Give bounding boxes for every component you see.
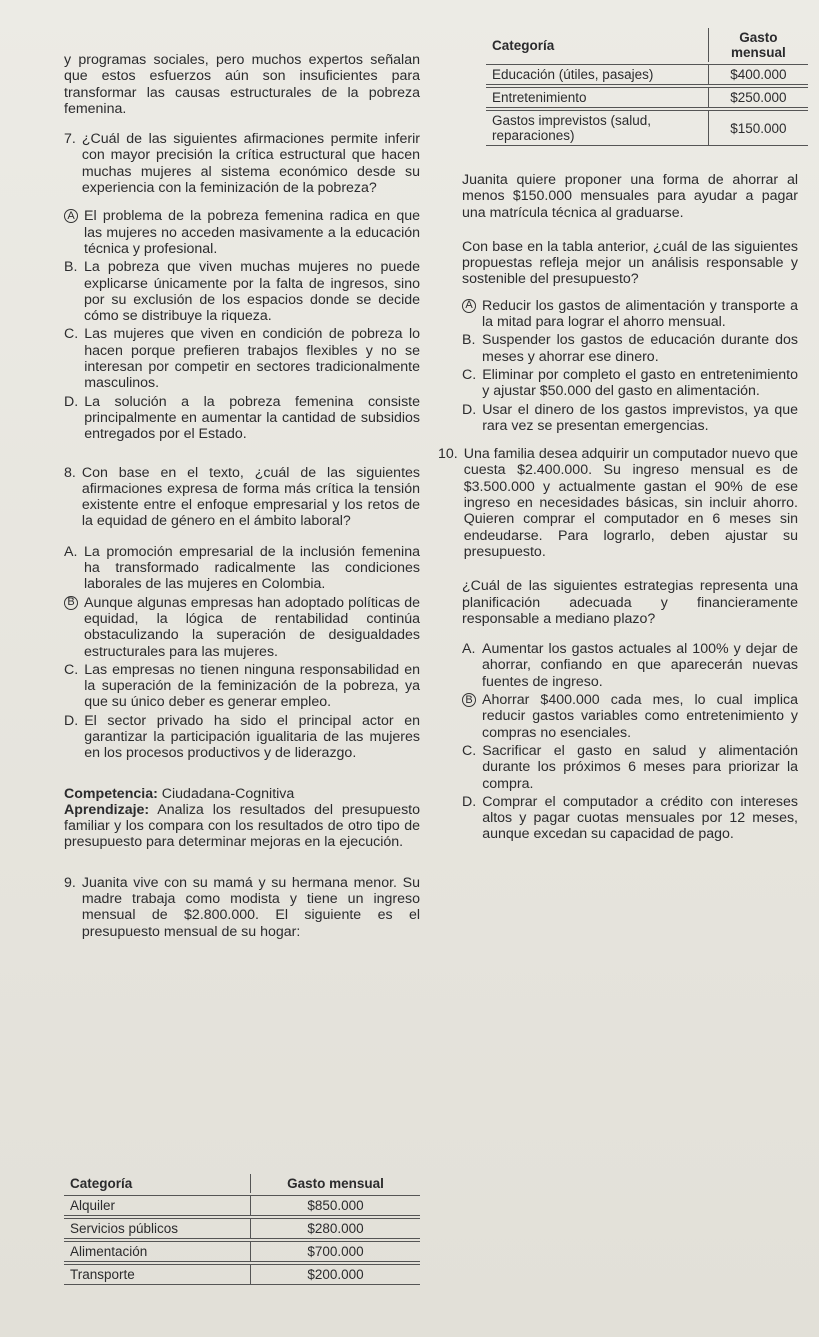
question-8-option-c[interactable]: C. Las empresas no tienen ninguna responsabilidad en la superación de la feminización de la pobreza, ya que su único deber es generar empleo. <box>64 661 420 711</box>
circled-answer-mark: A <box>64 209 78 223</box>
intro-paragraph: y programas sociales, pero muchos expertos señalan que estos esfuerzos aún son insuficientes para transformar las causas estructurales de la pobreza femenina. <box>64 52 420 117</box>
question-9-option-c[interactable]: C. Eliminar por completo el gasto en entretenimiento y ajustar $50.000 del gasto en alimentación. <box>462 366 798 400</box>
question-8-option-a[interactable]: A. La promoción empresarial de la inclusión femenina ha transformado radicalmente las condiciones laborales de las mujeres en Colombia. <box>64 543 420 593</box>
budget-row: Entretenimiento $250.000 <box>486 87 808 108</box>
question-8-options <box>64 544 420 762</box>
question-10-option-c[interactable]: C. Sacrificar el gasto en salud y alimentación durante los próximos 6 meses para priorizar la compra. <box>462 742 798 792</box>
question-8-number: 8. <box>64 464 76 481</box>
competencia-block: Competencia: Ciudadana-Cognitiva Aprendizaje: Analiza los resultados del presupuesto familiar y los compara con los resultados de otro tipo de presupuesto para determinar mejoras en la ejecución. <box>64 785 420 851</box>
budget-table-2: Categoría Gasto mensual Educación (útiles, pasajes) $400.000 Entretenimiento $250.000 Gastos imprevistos (salud, reparaciones) $150.000 <box>486 26 808 148</box>
question-7-option-a[interactable]: A El problema de la pobreza femenina radica en que las mujeres no acceden masivamente a la educación técnica y profesional. <box>64 208 420 257</box>
question-9-stem-2: Con base en la tabla anterior, ¿cuál de las siguientes propuestas refleja mejor un análisis responsable y sostenible del presupuesto? <box>462 238 798 288</box>
circled-answer-mark: A <box>462 299 476 313</box>
question-7-option-d[interactable]: D. La solución a la pobreza femenina consiste principalmente en aumentar la cantidad de subsidios entregados por el Estado. <box>64 393 420 443</box>
question-10-option-a[interactable]: A. Aumentar los gastos actuales al 100% y dejar de ahorrar, confiando en que aparecerán nuevas fuentes de ingreso. <box>462 641 798 690</box>
question-9-context: Juanita quiere proponer una forma de ahorrar al menos $150.000 mensuales para ayudar a pagar una matrícula técnica al graduarse. <box>462 172 798 221</box>
question-10-question: ¿Cuál de las siguientes estrategias representa una planificación adecuada y financieramente responsable a mediano plazo? <box>462 578 798 627</box>
question-8-option-d[interactable]: D. El sector privado ha sido el principal actor en garantizar la participación igualitaria de las mujeres en los procesos productivos y de liderazgo. <box>64 712 420 762</box>
question-9-option-a[interactable]: A Reducir los gastos de alimentación y transporte a la mitad para lograr el ahorro mensual. <box>462 298 798 331</box>
question-9-number: 9. <box>64 874 76 891</box>
question-7-number: 7. <box>64 131 76 148</box>
question-9-options <box>462 298 798 434</box>
question-10-option-b[interactable]: B Ahorrar $400.000 cada mes, lo cual implica reducir gastos variables como entretenimiento y compras no esenciales. <box>462 692 798 741</box>
question-7 <box>64 131 420 442</box>
question-7-option-b[interactable]: B. La pobreza que viven muchas mujeres no puede explicarse únicamente por la falta de ingresos, sino por su exclusión de los espacios donde se decide cómo se distribuye la riqueza. <box>64 259 420 325</box>
question-8-option-b[interactable]: B Aunque algunas empresas han adoptado políticas de equidad, la lógica de rentabilidad continúa obstaculizando la superación de desigualdades estructurales para las mujeres. <box>64 595 420 660</box>
question-10-number: 10. <box>438 446 458 463</box>
question-9-stem: Juanita vive con su mamá y su hermana menor. Su madre trabaja como modista y tiene un ingreso mensual de $2.800.000. El siguiente es el presupuesto mensual de su hogar: <box>81 874 420 940</box>
budget-row: Gastos imprevistos (salud, reparaciones) $150.000 <box>486 110 808 146</box>
question-10-option-d[interactable]: D. Comprar el computador a crédito con intereses altos y pagar cuotas mensuales por 12 meses, aunque excedan su capacidad de pago. <box>462 793 798 843</box>
question-10 <box>438 446 798 843</box>
question-9-option-b[interactable]: B. Suspender los gastos de educación durante dos meses y ahorrar ese dinero. <box>462 332 798 365</box>
budget-row: Educación (útiles, pasajes) $400.000 <box>486 64 808 85</box>
budget-row: Alquiler $850.000 <box>64 1195 420 1216</box>
budget-row: Alimentación $700.000 <box>64 1241 420 1262</box>
budget-table-1: Categoría Gasto mensual Alquiler $850.000 Servicios públicos $280.000 Alimentación $700.000 Transporte $200.000 <box>64 1172 420 1287</box>
circled-answer-mark: B <box>64 596 78 610</box>
budget-row: Servicios públicos $280.000 <box>64 1218 420 1239</box>
question-9 <box>64 875 420 940</box>
question-9-option-d[interactable]: D. Usar el dinero de los gastos imprevistos, ya que rara vez se presentan emergencias. <box>462 401 798 434</box>
question-7-options <box>64 208 420 442</box>
question-7-stem: ¿Cuál de las siguientes afirmaciones permite inferir con mayor precisión la crítica estructural que hacen muchas mujeres al sistema económico desde su experiencia con la feminización de la pobreza? <box>81 131 420 197</box>
question-10-options <box>462 641 798 843</box>
budget-row: Transporte $200.000 <box>64 1264 420 1285</box>
question-10-stem: Una familia desea adquirir un computador nuevo que cuesta $2.400.000. Su ingreso mensual es de $3.500.000 y actualmente gastan el 90% de ese ingreso en necesidades básicas, sin incluir ahorro. Quieren comprar el computador en 6 meses sin endeudarse. Para lograrlo, deben ajustar su presupuesto. <box>463 446 798 560</box>
question-8 <box>64 465 420 762</box>
right-column <box>438 172 798 843</box>
left-column-top <box>64 52 420 940</box>
question-8-stem: Con base en el texto, ¿cuál de las siguientes afirmaciones expresa de forma más crítica la tensión existente entre el enfoque empresarial y los retos de la equidad de género en el ámbito laboral? <box>81 464 420 530</box>
question-7-option-c[interactable]: C. Las mujeres que viven en condición de pobreza lo hacen porque prefieren trabajos flexibles y no se interesan por competir en sectores tradicionalmente masculinos. <box>64 326 420 392</box>
circled-answer-mark: B <box>462 693 476 707</box>
